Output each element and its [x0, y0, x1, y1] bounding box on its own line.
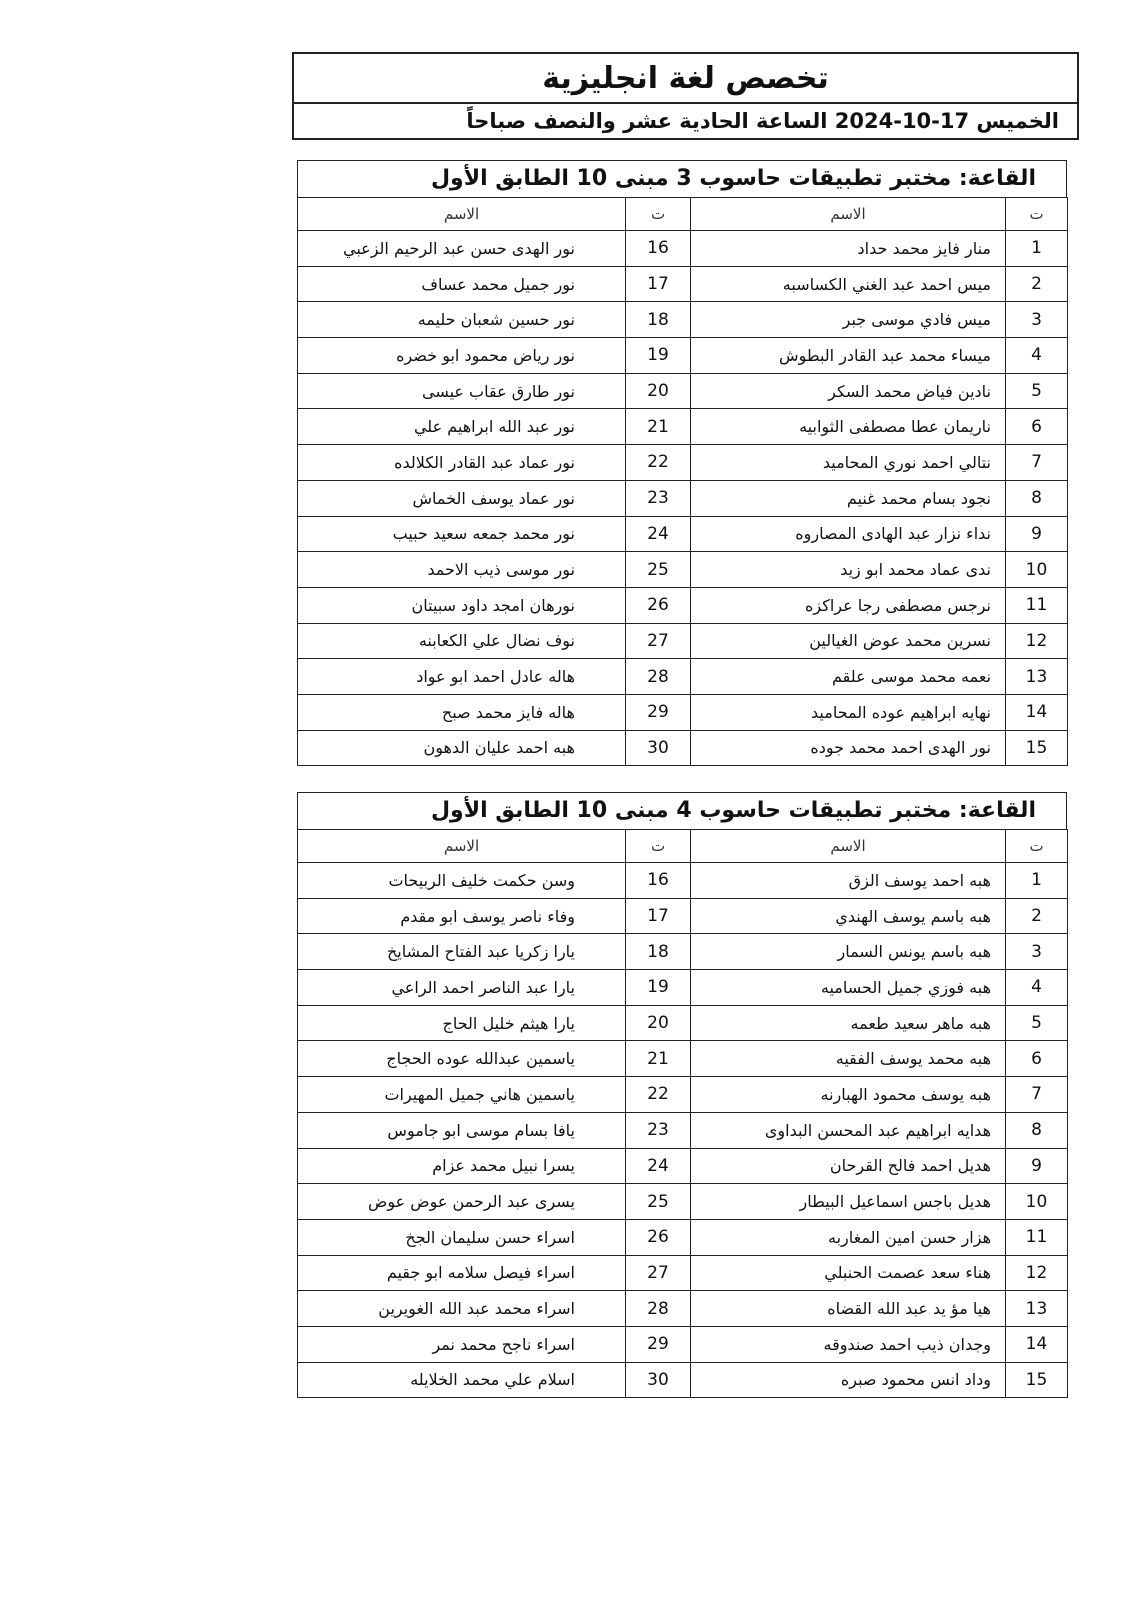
- table-header-row: [298, 830, 1068, 863]
- student-name: نور محمد جمعه سعيد حبيب: [298, 516, 626, 552]
- student-name: نور عماد عبد القادر الكلالده: [298, 445, 626, 481]
- student-number: 16: [626, 863, 691, 899]
- table-row: [298, 934, 1068, 970]
- student-number: 11: [1006, 1219, 1068, 1255]
- student-name: يافا بسام موسى ابو جاموس: [298, 1112, 626, 1148]
- student-name: اسراء فيصل سلامه ابو جقيم: [298, 1255, 626, 1291]
- student-name: هبه باسم يونس السمار: [691, 934, 1006, 970]
- column-header-number: ت: [626, 198, 691, 231]
- roster-body: [298, 231, 1068, 766]
- table-row: [298, 587, 1068, 623]
- student-name: ميساء محمد عبد القادر البطوش: [691, 338, 1006, 374]
- student-name: هاله فايز محمد صبح: [298, 694, 626, 730]
- exam-header: [292, 52, 1079, 140]
- student-name: ميس احمد عبد الغني الكساسبه: [691, 266, 1006, 302]
- table-row: [298, 231, 1068, 267]
- column-header-name: الاسم: [691, 198, 1006, 231]
- student-name: نتالي احمد نوري المحاميد: [691, 445, 1006, 481]
- table-row: [298, 373, 1068, 409]
- student-number: 8: [1006, 1112, 1068, 1148]
- table-row: [298, 1219, 1068, 1255]
- student-number: 30: [626, 1362, 691, 1398]
- student-number: 13: [1006, 1291, 1068, 1327]
- student-number: 15: [1006, 730, 1068, 766]
- student-name: نرجس مصطفى رجا عراكزه: [691, 587, 1006, 623]
- column-header-number: ت: [626, 830, 691, 863]
- student-name: نداء نزار عبد الهادى المصاروه: [691, 516, 1006, 552]
- student-number: 1: [1006, 863, 1068, 899]
- student-name: نور موسى ذيب الاحمد: [298, 552, 626, 588]
- roster-body: [298, 863, 1068, 1398]
- student-name: يارا هيثم خليل الحاج: [298, 1005, 626, 1041]
- student-number: 9: [1006, 516, 1068, 552]
- student-name: وداد انس محمود صبره: [691, 1362, 1006, 1398]
- student-name: نور عبد الله ابراهيم علي: [298, 409, 626, 445]
- student-name: هديل باجس اسماعيل البيطار: [691, 1184, 1006, 1220]
- student-number: 12: [1006, 1255, 1068, 1291]
- hall-title: القاعة: مختبر تطبيقات حاسوب 4 مبنى 10 الطابق الأول: [297, 792, 1067, 829]
- student-number: 10: [1006, 1184, 1068, 1220]
- student-number: 27: [626, 1255, 691, 1291]
- student-number: 20: [626, 1005, 691, 1041]
- student-number: 17: [626, 266, 691, 302]
- table-row: [298, 730, 1068, 766]
- table-row: [298, 1077, 1068, 1113]
- table-row: [298, 480, 1068, 516]
- student-number: 7: [1006, 445, 1068, 481]
- student-name: هزار حسن امين المغاربه: [691, 1219, 1006, 1255]
- student-name: هبه باسم يوسف الهندي: [691, 898, 1006, 934]
- student-name: نور جميل محمد عساف: [298, 266, 626, 302]
- student-name: نهايه ابراهيم عوده المحاميد: [691, 694, 1006, 730]
- student-number: 2: [1006, 266, 1068, 302]
- student-name: هناء سعد عصمت الحنبلي: [691, 1255, 1006, 1291]
- student-number: 14: [1006, 694, 1068, 730]
- student-number: 7: [1006, 1077, 1068, 1113]
- student-name: نور حسين شعبان حليمه: [298, 302, 626, 338]
- student-name: هدايه ابراهيم عبد المحسن البداوى: [691, 1112, 1006, 1148]
- student-name: يسرا نبيل محمد عزام: [298, 1148, 626, 1184]
- student-name: اسراء ناجح محمد نمر: [298, 1326, 626, 1362]
- table-row: [298, 302, 1068, 338]
- student-number: 15: [1006, 1362, 1068, 1398]
- table-header-row: [298, 198, 1068, 231]
- student-number: 11: [1006, 587, 1068, 623]
- table-row: [298, 1362, 1068, 1398]
- student-number: 6: [1006, 409, 1068, 445]
- student-name: نجود بسام محمد غنيم: [691, 480, 1006, 516]
- table-row: [298, 1291, 1068, 1327]
- student-name: اسلام علي محمد الخلايله: [298, 1362, 626, 1398]
- student-number: 22: [626, 1077, 691, 1113]
- hall-title: القاعة: مختبر تطبيقات حاسوب 3 مبنى 10 الطابق الأول: [297, 160, 1067, 197]
- student-number: 13: [1006, 659, 1068, 695]
- roster-table: [297, 829, 1068, 1398]
- student-number: 19: [626, 338, 691, 374]
- student-number: 10: [1006, 552, 1068, 588]
- hall-section: [297, 792, 1067, 1398]
- roster-table: [297, 197, 1068, 766]
- student-name: نسرين محمد عوض الغيالين: [691, 623, 1006, 659]
- student-number: 23: [626, 480, 691, 516]
- student-name: هبه احمد عليان الدهون: [298, 730, 626, 766]
- student-name: هبه ماهر سعيد طعمه: [691, 1005, 1006, 1041]
- table-row: [298, 1184, 1068, 1220]
- student-number: 17: [626, 898, 691, 934]
- student-name: يسرى عبد الرحمن عوض عوض: [298, 1184, 626, 1220]
- student-name: هيا مؤ يد عبد الله القضاه: [691, 1291, 1006, 1327]
- page-title: تخصص لغة انجليزية: [294, 54, 1077, 104]
- student-name: نورهان امجد داود سبيتان: [298, 587, 626, 623]
- student-name: يارا زكريا عبد الفتاح المشايخ: [298, 934, 626, 970]
- student-number: 24: [626, 516, 691, 552]
- student-name: نور عماد يوسف الخماش: [298, 480, 626, 516]
- student-number: 3: [1006, 302, 1068, 338]
- student-name: منار فايز محمد حداد: [691, 231, 1006, 267]
- student-name: نور الهدى احمد محمد جوده: [691, 730, 1006, 766]
- table-row: [298, 516, 1068, 552]
- student-name: ناريمان عطا مصطفى الثوابيه: [691, 409, 1006, 445]
- table-row: [298, 445, 1068, 481]
- student-number: 4: [1006, 970, 1068, 1006]
- student-number: 29: [626, 694, 691, 730]
- table-row: [298, 338, 1068, 374]
- student-name: هبه محمد يوسف الفقيه: [691, 1041, 1006, 1077]
- column-header-number: ت: [1006, 830, 1068, 863]
- student-number: 1: [1006, 231, 1068, 267]
- student-name: ندى عماد محمد ابو زيد: [691, 552, 1006, 588]
- student-name: نور طارق عقاب عيسى: [298, 373, 626, 409]
- table-row: [298, 1041, 1068, 1077]
- table-row: [298, 659, 1068, 695]
- student-name: اسراء محمد عبد الله الغويرين: [298, 1291, 626, 1327]
- table-row: [298, 1005, 1068, 1041]
- student-number: 27: [626, 623, 691, 659]
- table-row: [298, 623, 1068, 659]
- student-name: نعمه محمد موسى علقم: [691, 659, 1006, 695]
- student-name: هاله عادل احمد ابو عواد: [298, 659, 626, 695]
- student-name: وجدان ذيب احمد صندوقه: [691, 1326, 1006, 1362]
- student-number: 22: [626, 445, 691, 481]
- student-number: 20: [626, 373, 691, 409]
- table-row: [298, 409, 1068, 445]
- column-header-number: ت: [1006, 198, 1068, 231]
- student-number: 21: [626, 409, 691, 445]
- student-name: ميس فادي موسى جبر: [691, 302, 1006, 338]
- column-header-name: الاسم: [298, 830, 626, 863]
- student-name: وفاء ناصر يوسف ابو مقدم: [298, 898, 626, 934]
- student-number: 6: [1006, 1041, 1068, 1077]
- student-number: 5: [1006, 1005, 1068, 1041]
- student-number: 19: [626, 970, 691, 1006]
- student-number: 23: [626, 1112, 691, 1148]
- table-row: [298, 1255, 1068, 1291]
- table-row: [298, 863, 1068, 899]
- student-name: هبه احمد يوسف الزق: [691, 863, 1006, 899]
- student-name: نوف نضال علي الكعابنه: [298, 623, 626, 659]
- table-row: [298, 1112, 1068, 1148]
- student-name: وسن حكمت خليف الربيحات: [298, 863, 626, 899]
- student-number: 28: [626, 1291, 691, 1327]
- student-number: 3: [1006, 934, 1068, 970]
- table-row: [298, 694, 1068, 730]
- table-row: [298, 266, 1068, 302]
- table-row: [298, 1326, 1068, 1362]
- student-number: 24: [626, 1148, 691, 1184]
- student-name: ياسمين عبدالله عوده الحجاج: [298, 1041, 626, 1077]
- student-number: 25: [626, 552, 691, 588]
- student-name: يارا عبد الناصر احمد الراعي: [298, 970, 626, 1006]
- hall-section: [297, 160, 1067, 766]
- student-number: 28: [626, 659, 691, 695]
- student-name: نادين فياض محمد السكر: [691, 373, 1006, 409]
- student-name: نور الهدى حسن عبد الرحيم الزعبي: [298, 231, 626, 267]
- student-number: 4: [1006, 338, 1068, 374]
- student-name: نور رياض محمود ابو خضره: [298, 338, 626, 374]
- student-number: 25: [626, 1184, 691, 1220]
- student-number: 16: [626, 231, 691, 267]
- table-row: [298, 552, 1068, 588]
- student-number: 18: [626, 934, 691, 970]
- student-number: 26: [626, 587, 691, 623]
- student-number: 21: [626, 1041, 691, 1077]
- student-number: 12: [1006, 623, 1068, 659]
- student-number: 5: [1006, 373, 1068, 409]
- student-number: 2: [1006, 898, 1068, 934]
- student-number: 8: [1006, 480, 1068, 516]
- exam-date-time: الخميس 17-10-2024 الساعة الحادية عشر والنصف صباحاً: [466, 109, 1059, 133]
- table-row: [298, 1148, 1068, 1184]
- student-number: 9: [1006, 1148, 1068, 1184]
- student-number: 14: [1006, 1326, 1068, 1362]
- student-number: 26: [626, 1219, 691, 1255]
- column-header-name: الاسم: [691, 830, 1006, 863]
- student-name: هديل احمد فالح القرحان: [691, 1148, 1006, 1184]
- table-row: [298, 898, 1068, 934]
- student-number: 30: [626, 730, 691, 766]
- student-name: اسراء حسن سليمان الجخ: [298, 1219, 626, 1255]
- table-row: [298, 970, 1068, 1006]
- student-number: 29: [626, 1326, 691, 1362]
- student-name: ياسمين هاني جميل المهيرات: [298, 1077, 626, 1113]
- student-name: هبه يوسف محمود الهبارنه: [691, 1077, 1006, 1113]
- student-name: هبه فوزي جميل الحساميه: [691, 970, 1006, 1006]
- student-number: 18: [626, 302, 691, 338]
- column-header-name: الاسم: [298, 198, 626, 231]
